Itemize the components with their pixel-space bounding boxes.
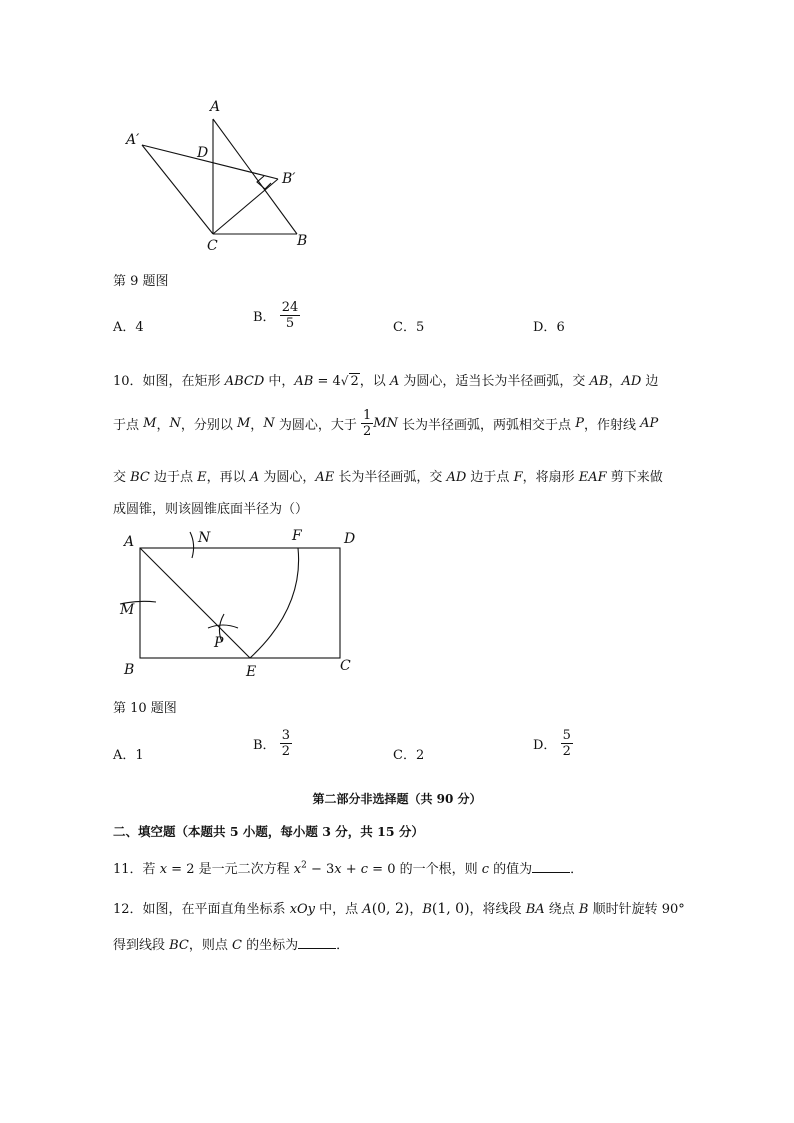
q9-segment-A'B': [142, 145, 278, 179]
q10-var: AD: [621, 374, 642, 389]
q10-text: = 4: [313, 374, 341, 389]
q9-option-c-letter: C．: [393, 320, 416, 335]
q10-option-b-numerator: 3: [281, 728, 290, 743]
q11-text: 的值为: [489, 862, 533, 877]
q9-label-D: D: [197, 145, 209, 161]
q10-text: 长为半径画弧，交: [334, 470, 447, 485]
q9-label-B: B: [297, 233, 308, 249]
q10-text: 边于点: [466, 470, 514, 485]
q11-text: +: [341, 862, 361, 877]
q12-text: 的坐标为: [241, 938, 299, 953]
q10-var: AB: [589, 374, 609, 389]
q10-frac-num: 1: [362, 408, 372, 423]
q12-text: ，将线段: [469, 902, 526, 917]
q10-arc-P1: [208, 625, 238, 628]
q10-var: BC: [130, 470, 150, 485]
q12-text: 顺时针旋转 90°: [588, 902, 685, 917]
q11-var: c: [481, 862, 490, 877]
q10-option-d-letter: D．: [533, 738, 557, 753]
q12-var: C: [232, 938, 242, 953]
q10-var: EAF: [578, 470, 607, 485]
q10-var: AE: [315, 470, 335, 485]
q12-line2: [113, 934, 349, 953]
q10-var: A: [249, 470, 260, 485]
q10-option-a-value: 1: [135, 748, 144, 763]
q12-coord: (1, 0): [431, 901, 470, 917]
q10-text: ，: [156, 418, 170, 433]
q10-option-c-value: 2: [415, 748, 425, 763]
q9-option-c[interactable]: [393, 316, 424, 335]
q10-arc-N: [190, 532, 194, 558]
q10-text: 剪下来做: [606, 470, 663, 485]
q11-superscript: 2: [301, 860, 307, 871]
q9-segment-CB': [213, 179, 278, 234]
q10-caption: 第 10 题图: [113, 701, 177, 716]
q10-option-d-denominator: 2: [562, 744, 571, 759]
section2-title: 二、填空题（本题共 5 小题，每小题 3 分，共 15 分）: [113, 824, 424, 839]
q10-option-c[interactable]: [393, 744, 424, 763]
q10-label-D: D: [344, 531, 356, 547]
q12-var: xOy: [289, 902, 316, 917]
q12-text: ，: [409, 902, 423, 917]
q10-text: ，以: [359, 374, 390, 389]
q10-option-d-fraction: [561, 728, 573, 759]
q10-option-d-numerator: 5: [562, 728, 571, 743]
q10-var: AB: [294, 374, 314, 389]
q12-text: ，则点: [188, 938, 233, 953]
q10-option-a-letter: A．: [113, 748, 136, 763]
q10-var: A: [389, 374, 400, 389]
q12-coord: (0, 2): [371, 901, 410, 917]
q10-ray-AE: [140, 548, 250, 658]
q10-var: M: [143, 416, 157, 431]
q11-text: − 3: [306, 862, 335, 877]
q9-option-b-denominator: 5: [285, 316, 295, 331]
q12-text: 中，点: [315, 902, 363, 917]
q10-label-A: A: [124, 534, 135, 550]
q10-option-b-fraction: [280, 728, 292, 759]
q10-option-d[interactable]: [533, 728, 573, 759]
q12-var: B: [578, 902, 589, 917]
q9-option-c-value: 5: [415, 320, 425, 335]
q12-var: A: [362, 902, 372, 917]
q10-text: 为圆心，适当长为半径画弧，交: [399, 374, 590, 389]
q10-text: ，分别以: [180, 418, 237, 433]
q10-label-P: P: [214, 635, 224, 651]
q10-option-b-denominator: 2: [281, 744, 290, 759]
q12-text: 绕点: [544, 902, 579, 917]
q9-label-B-prime: B′: [282, 171, 296, 187]
q11-text: 11．若: [113, 862, 160, 877]
q11-line: [113, 858, 583, 877]
q10-var: N: [169, 416, 181, 431]
part2-title: 第二部分非选择题（共 90 分）: [312, 792, 482, 806]
q10-text: 中，: [264, 374, 295, 389]
q11-var: x: [159, 862, 168, 877]
q10-sqrt: 2: [350, 374, 359, 389]
q10-option-a[interactable]: [113, 744, 144, 763]
q10-option-b[interactable]: [253, 728, 292, 759]
q10-text: 为圆心，: [259, 470, 316, 485]
q9-option-b-fraction: [280, 300, 301, 331]
q9-option-d-value: 6: [556, 320, 565, 335]
q9-label-A-prime: A′: [126, 132, 140, 148]
q10-arc-EF: [250, 548, 299, 658]
q11-text: = 0 的一个根，则: [368, 862, 482, 877]
q12-text: 得到线段: [113, 938, 170, 953]
q9-option-a-letter: A．: [113, 320, 136, 335]
q10-text: ，再以: [206, 470, 250, 485]
q10-text: 交: [113, 470, 131, 485]
q12-text: ．: [336, 938, 350, 953]
q10-rectangle-ABCD: [140, 548, 340, 658]
q10-frac-den: 2: [362, 424, 372, 439]
q10-var: P: [575, 416, 584, 431]
q10-half-fraction: [361, 408, 373, 439]
q10-text: 于点: [113, 418, 144, 433]
q10-line1: 10．如图，在矩形 ABCD 中，AB = 4√ 2，以 A 为圆心，适当长为半径画弧，交 AB，AD 边: [113, 374, 659, 389]
q11-var: c: [360, 862, 369, 877]
q10-var: MN: [373, 416, 398, 431]
q10-var: F: [513, 470, 523, 485]
q9-option-d[interactable]: [533, 316, 565, 335]
q11-var: x: [293, 862, 302, 877]
q9-option-b[interactable]: [253, 300, 300, 331]
q9-option-a[interactable]: [113, 316, 144, 335]
q10-text: 10．如图，在矩形: [113, 374, 225, 389]
q10-line3: [113, 466, 663, 485]
q12-line1: [113, 898, 685, 917]
q10-text: 边: [641, 374, 659, 389]
q10-text: 长为半径画弧，两弧相交于点: [397, 418, 576, 433]
q10-var: AP: [640, 416, 659, 431]
q12-var: BC: [169, 938, 189, 953]
q10-text: ，: [608, 374, 622, 389]
q10-option-b-letter: B．: [253, 738, 276, 753]
q9-option-d-letter: D．: [533, 320, 557, 335]
q10-label-B: B: [124, 662, 135, 678]
q11-var: x: [334, 862, 342, 877]
q12-answer-blank[interactable]: [298, 936, 336, 949]
q10-var: N: [263, 416, 275, 431]
q10-var: AD: [446, 470, 467, 485]
q9-option-b-letter: B．: [253, 310, 276, 325]
q10-label-M: M: [120, 602, 135, 618]
q10-text: ，作射线: [583, 418, 641, 433]
q12-var: B: [422, 902, 432, 917]
q10-option-c-letter: C．: [393, 748, 416, 763]
q12-text: 12．如图，在平面直角坐标系: [113, 902, 290, 917]
q10-var: ABCD: [224, 374, 265, 389]
q10-text: ，将扇形: [522, 470, 579, 485]
q9-label-C: C: [207, 238, 218, 254]
q10-text: ，: [250, 418, 264, 433]
q10-line2: [113, 408, 658, 439]
q9-figure: [118, 95, 328, 255]
q9-caption: 第 9 题图: [113, 274, 169, 289]
q11-text: = 2 是一元二次方程: [167, 862, 294, 877]
q11-answer-blank[interactable]: [532, 860, 570, 873]
q12-var: BA: [525, 902, 545, 917]
q10-label-N: N: [198, 530, 211, 546]
q9-option-a-value: 4: [135, 320, 144, 335]
q9-option-b-numerator: 24: [281, 300, 299, 315]
q10-var: M: [236, 416, 251, 431]
q10-text: 为圆心，大于: [274, 418, 361, 433]
q10-label-E: E: [246, 664, 257, 680]
q9-label-A: A: [210, 99, 221, 115]
q10-label-C: C: [340, 658, 351, 674]
q10-var: E: [197, 470, 207, 485]
q11-text: ．: [570, 862, 584, 877]
q10-figure: [110, 522, 370, 684]
q10-text: 边于点: [149, 470, 198, 485]
q10-label-F: F: [292, 528, 302, 544]
q10-line4: 成圆锥，则该圆锥底面半径为（）: [113, 502, 309, 517]
